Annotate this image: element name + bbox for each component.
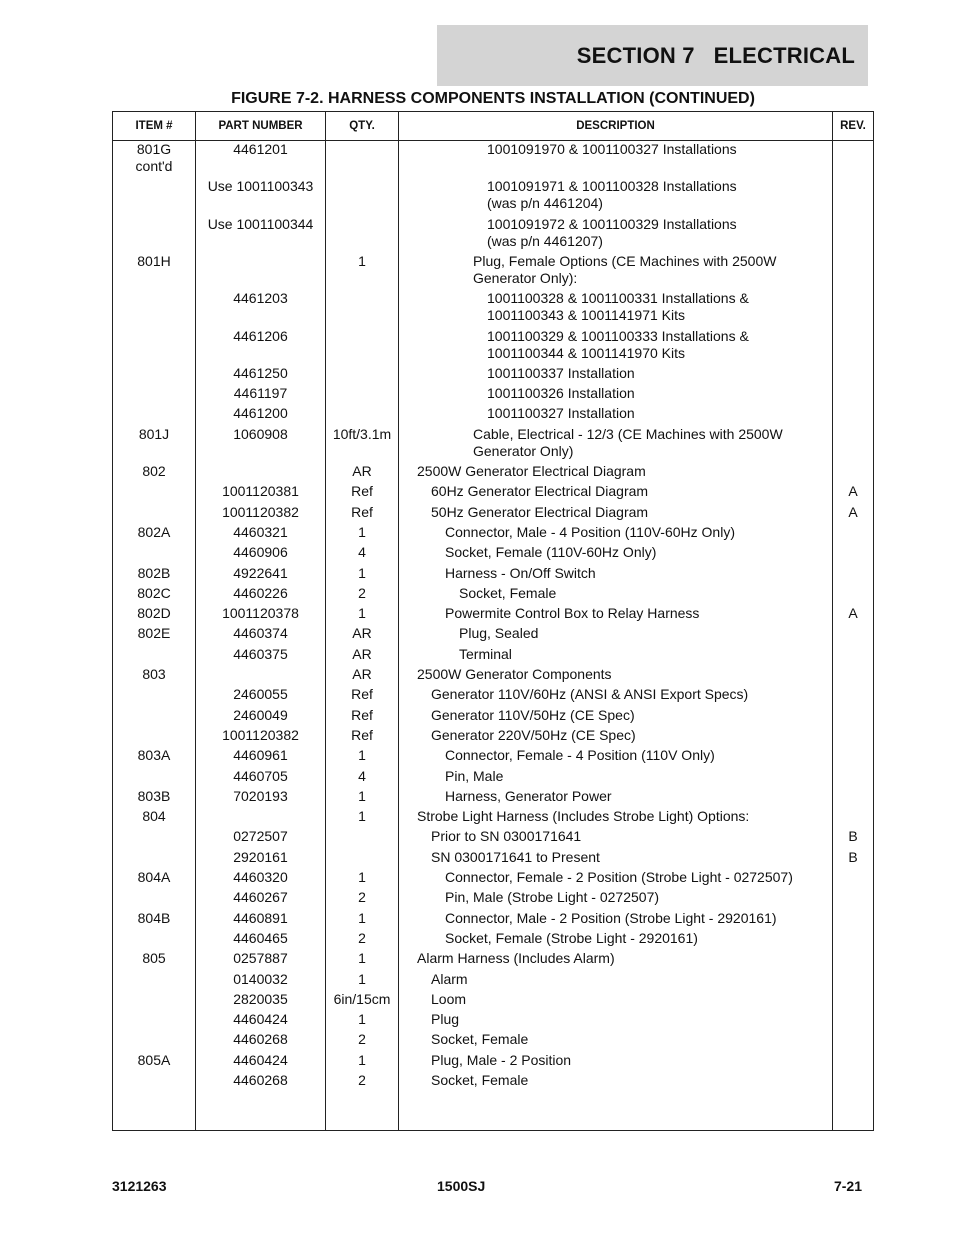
description-cell	[417, 1031, 841, 1048]
column-header-description: DESCRIPTION	[576, 120, 655, 132]
item-number: 801G	[136, 141, 172, 157]
revision-cell: A	[848, 503, 858, 520]
item-number-cell	[113, 141, 195, 175]
description-cell	[417, 930, 855, 947]
part-number-cell: 4460424	[233, 1011, 288, 1028]
description-cell	[417, 666, 827, 683]
description-cell	[417, 216, 897, 250]
item-number: 805A	[137, 1051, 171, 1068]
quantity-cell: 1	[358, 1051, 366, 1068]
quantity-cell: 1	[358, 950, 366, 967]
figure-title: FIGURE 7-2. HARNESS COMPONENTS INSTALLATION (CONTINUED)	[231, 90, 755, 107]
description-line: 1001100328 & 1001100331 Installations &	[487, 290, 749, 307]
footer-model: 1500SJ	[437, 1178, 486, 1194]
part-number-cell: 4460891	[233, 909, 288, 926]
description-line: Generator 220V/50Hz (CE Spec)	[431, 726, 636, 743]
quantity-cell: 2	[358, 1072, 366, 1088]
description-cell	[417, 524, 855, 541]
item-number-cell	[113, 950, 195, 967]
description-line: Prior to SN 0300171641	[431, 828, 582, 845]
description-cell	[417, 971, 841, 988]
description-line: 1001100343 & 1001141971 Kits	[487, 307, 685, 324]
quantity-cell: Ref	[351, 483, 373, 500]
description-cell	[417, 625, 869, 642]
description-cell	[417, 565, 855, 582]
description-cell	[417, 808, 827, 825]
part-number-cell: 4460465	[233, 929, 288, 946]
description-cell	[417, 290, 897, 324]
quantity-cell: 4	[358, 544, 366, 561]
quantity-cell: 1	[358, 1011, 366, 1028]
quantity-cell: 1	[358, 605, 366, 622]
quantity-cell: AR	[352, 645, 372, 662]
description-cell	[417, 828, 841, 845]
description-cell	[417, 849, 841, 866]
description-line: Plug, Female Options (CE Machines with 2500W	[473, 252, 777, 269]
description-cell	[417, 178, 897, 212]
description-cell	[417, 483, 841, 500]
quantity-cell: Ref	[351, 726, 373, 743]
part-number-cell: 4461206	[233, 327, 288, 344]
description-cell	[417, 1052, 841, 1069]
item-number-cell	[113, 524, 195, 541]
item-number-cell	[113, 869, 195, 886]
footer-page-number: 7-21	[833, 1178, 862, 1194]
column-header-rev: REV.	[840, 120, 866, 132]
part-number-cell: 4460906	[233, 544, 288, 561]
description-line: Terminal	[459, 645, 512, 662]
item-number: 803B	[137, 787, 171, 804]
item-number: 801H	[137, 252, 171, 269]
item-number: cont'd	[135, 158, 173, 174]
item-number-cell	[113, 788, 195, 805]
quantity-cell: 1	[358, 252, 366, 269]
quantity-cell: 1	[358, 787, 366, 804]
description-cell	[417, 365, 897, 382]
part-number-cell: 0140032	[233, 970, 288, 987]
revision-cell: A	[848, 483, 858, 500]
description-line: 1001091972 & 1001100329 Installations	[487, 215, 737, 232]
description-cell	[417, 991, 841, 1008]
description-cell	[417, 889, 855, 906]
part-number-cell: 2920161	[233, 848, 288, 865]
revision-cell: B	[848, 828, 858, 845]
description-line: SN 0300171641 to Present	[431, 848, 600, 865]
part-number-cell: 2820035	[233, 990, 288, 1007]
part-number-cell: 1001120378	[222, 605, 299, 622]
part-number-cell: 2460049	[233, 706, 288, 723]
item-number: 803A	[137, 747, 171, 764]
description-cell	[417, 504, 841, 521]
column-header-item: ITEM #	[135, 120, 173, 132]
quantity-cell: 1	[358, 970, 366, 987]
description-cell	[417, 707, 841, 724]
description-cell	[417, 605, 855, 622]
part-number-cell: 4460268	[233, 1031, 288, 1048]
item-number-cell	[113, 585, 195, 602]
quantity-cell: 1	[358, 909, 366, 926]
description-cell	[417, 1011, 841, 1028]
quantity-cell: AR	[352, 463, 372, 479]
item-number-cell	[113, 565, 195, 582]
description-line: Generator Only)	[473, 442, 574, 459]
quantity-cell: Ref	[351, 706, 373, 723]
item-number: 801J	[138, 425, 170, 442]
part-number-cell: 0257887	[233, 950, 288, 967]
parts-table	[112, 111, 874, 1131]
part-number-cell: 1001120381	[222, 483, 299, 500]
part-number-cell: 4460424	[233, 1051, 288, 1068]
description-cell	[417, 463, 827, 480]
part-number-cell: 4460226	[233, 584, 288, 601]
description-cell	[417, 544, 855, 561]
column-header-qty: QTY.	[349, 120, 375, 132]
quantity-cell: 4	[358, 767, 366, 784]
description-cell	[417, 141, 897, 158]
section-title: SECTION 7 ELECTRICAL	[576, 43, 855, 68]
column-header-part-number: PART NUMBER	[218, 120, 303, 132]
description-line: 2500W Generator Components	[417, 666, 612, 682]
item-number: 804B	[137, 909, 171, 926]
column-divider	[398, 112, 399, 1130]
description-line: Pin, Male (Strobe Light - 0272507)	[445, 889, 660, 906]
item-number-cell	[113, 463, 195, 480]
description-line: Socket, Female	[459, 584, 557, 601]
description-line: Loom	[431, 990, 467, 1007]
item-number: 802B	[137, 564, 171, 581]
description-cell	[417, 747, 855, 764]
description-line: Alarm	[431, 970, 468, 987]
description-line: 1001091971 & 1001100328 Installations	[487, 178, 737, 195]
description-line: Socket, Female (110V-60Hz Only)	[445, 544, 657, 561]
quantity-cell: 2	[358, 1031, 366, 1048]
part-number-cell: Use 1001100344	[207, 215, 314, 232]
section-header	[437, 25, 868, 86]
part-number-cell: 4461201	[233, 141, 288, 157]
item-number: 802E	[137, 625, 171, 642]
quantity-cell: AR	[352, 625, 372, 642]
description-line: Generator 110V/50Hz (CE Spec)	[431, 706, 635, 723]
description-line: 1001091970 & 1001100327 Installations	[487, 141, 737, 157]
description-cell	[417, 385, 897, 402]
description-line: Alarm Harness (Includes Alarm)	[417, 950, 615, 967]
item-number-cell	[113, 253, 195, 270]
description-cell	[417, 585, 869, 602]
footer-doc-number: 3121263	[112, 1178, 167, 1194]
description-line: Pin, Male	[445, 767, 504, 784]
item-number: 803	[142, 666, 166, 682]
description-line: 60Hz Generator Electrical Diagram	[431, 483, 649, 500]
description-line: Harness, Generator Power	[445, 787, 612, 804]
description-line: 1001100327 Installation	[487, 405, 635, 422]
item-number: 802C	[137, 584, 171, 601]
description-line: 50Hz Generator Electrical Diagram	[431, 503, 649, 520]
description-line: Socket, Female (Strobe Light - 2920161)	[445, 929, 698, 946]
quantity-cell: 1	[358, 523, 366, 540]
description-line: Powermite Control Box to Relay Harness	[445, 605, 700, 622]
item-number: 804A	[137, 869, 171, 885]
part-number-cell: 4461200	[233, 405, 288, 422]
part-number-cell: 4460375	[233, 645, 288, 662]
description-line: Plug	[431, 1011, 460, 1028]
part-number-cell: 1001120382	[222, 503, 299, 520]
item-number: 802D	[137, 605, 171, 622]
quantity-cell: 1	[358, 869, 366, 885]
description-line: 1001100344 & 1001141970 Kits	[487, 344, 685, 361]
description-line: Generator 110V/60Hz (ANSI & ANSI Export Specs)	[431, 686, 749, 703]
item-number-cell	[113, 808, 195, 825]
description-cell	[417, 686, 841, 703]
quantity-cell: AR	[352, 666, 372, 682]
description-line: 1001100329 & 1001100333 Installations &	[487, 327, 749, 344]
description-line: 1001100337 Installation	[487, 364, 635, 381]
description-line: Harness - On/Off Switch	[445, 564, 596, 581]
description-cell	[417, 253, 883, 287]
description-line: 1001100326 Installation	[487, 385, 635, 402]
item-number-cell	[113, 426, 195, 443]
description-cell	[417, 426, 883, 460]
description-line: Plug, Sealed	[459, 625, 539, 642]
quantity-cell: 1	[358, 564, 366, 581]
quantity-cell: Ref	[351, 686, 373, 703]
item-number-cell	[113, 1052, 195, 1069]
description-line: 2500W Generator Electrical Diagram	[417, 463, 646, 479]
description-line: Connector, Male - 4 Position (110V-60Hz Only)	[445, 523, 735, 540]
item-number: 802	[142, 463, 166, 479]
item-number-cell	[113, 605, 195, 622]
part-number-cell: 4460320	[233, 869, 288, 885]
quantity-cell: 1	[358, 747, 366, 764]
description-line: Generator Only):	[473, 269, 578, 286]
part-number-cell: 4460961	[233, 747, 288, 764]
part-number-cell: 4460267	[233, 889, 288, 906]
description-line: (was p/n 4461204)	[487, 195, 603, 212]
part-number-cell: 1060908	[233, 425, 288, 442]
part-number-cell: 4461203	[233, 290, 288, 307]
part-number-cell: 2460055	[233, 686, 288, 703]
quantity-cell: 1	[358, 808, 366, 825]
description-cell	[417, 328, 897, 362]
description-line: Socket, Female	[431, 1031, 529, 1048]
quantity-cell: Ref	[351, 503, 373, 520]
description-line: Plug, Male - 2 Position	[431, 1051, 572, 1068]
description-cell	[417, 768, 855, 785]
revision-cell: B	[848, 848, 858, 865]
part-number-cell: 4460321	[233, 523, 288, 540]
item-number-cell	[113, 910, 195, 927]
part-number-cell: Use 1001100343	[207, 178, 314, 195]
description-cell	[417, 869, 855, 886]
description-line: Connector, Male - 2 Position (Strobe Light - 2920161)	[445, 909, 777, 926]
description-cell	[417, 950, 827, 967]
part-number-cell: 4461250	[233, 364, 288, 381]
description-cell	[417, 910, 855, 927]
item-number: 802A	[137, 523, 171, 540]
item-number: 804	[142, 808, 166, 825]
part-number-cell: 4922641	[233, 564, 288, 581]
item-number-cell	[113, 747, 195, 764]
part-number-cell: 4460268	[233, 1072, 288, 1088]
part-number-cell: 4460705	[233, 767, 288, 784]
part-number-cell: 4461197	[233, 385, 288, 402]
item-number-cell	[113, 625, 195, 642]
description-cell	[417, 646, 869, 663]
part-number-cell: 4460374	[233, 625, 288, 642]
description-cell	[417, 405, 897, 422]
part-number-cell: 0272507	[233, 828, 288, 845]
item-number-cell	[113, 666, 195, 683]
quantity-cell: 6in/15cm	[333, 990, 391, 1007]
item-number: 805	[142, 950, 166, 967]
description-line: Cable, Electrical - 12/3 (CE Machines with 2500W	[473, 425, 783, 442]
quantity-cell: 2	[358, 889, 366, 906]
description-cell	[417, 727, 841, 744]
quantity-cell: 10ft/3.1m	[332, 425, 392, 442]
part-number-cell: 1001120382	[222, 726, 299, 743]
description-line: (was p/n 4461207)	[487, 232, 603, 249]
description-cell	[417, 788, 855, 805]
description-line: Connector, Female - 2 Position (Strobe Light - 0272507)	[445, 869, 793, 885]
quantity-cell: 2	[358, 584, 366, 601]
quantity-cell: 2	[358, 929, 366, 946]
description-line: Strobe Light Harness (Includes Strobe Light) Options:	[417, 808, 750, 825]
description-line: Connector, Female - 4 Position (110V Only)	[445, 747, 715, 764]
part-number-cell: 7020193	[233, 787, 288, 804]
revision-cell: A	[848, 605, 858, 622]
description-cell	[417, 1072, 841, 1089]
description-line: Socket, Female	[431, 1072, 529, 1088]
